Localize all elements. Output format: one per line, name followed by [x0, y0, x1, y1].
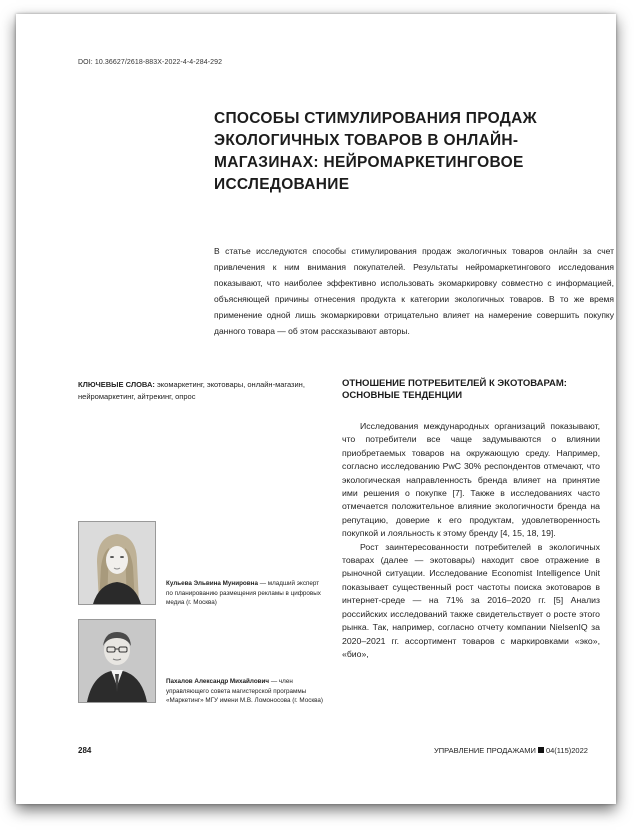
square-icon [538, 747, 544, 753]
page-number: 284 [78, 746, 92, 755]
author-info-pakhalov [166, 677, 326, 706]
body-text [342, 420, 600, 661]
keywords-label: КЛЮЧЕВЫЕ СЛОВА: [78, 380, 155, 389]
journal-footer [434, 746, 588, 755]
keywords [78, 379, 328, 402]
journal-page [16, 14, 616, 804]
journal-issue: 04(115)2022 [545, 746, 588, 755]
section-title: ОТНОШЕНИЕ ПОТРЕБИТЕЛЕЙ К ЭКОТОВАРАМ: ОСНОВНЫЕ ТЕНДЕНЦИИ [342, 378, 567, 401]
journal-name: УПРАВЛЕНИЕ ПРОДАЖАМИ [434, 746, 536, 755]
author-photo-kulieva [78, 521, 156, 605]
portrait-man-image [79, 620, 155, 702]
author-description: — младший эксперт по планированию размещения рекламы в цифровых медиа (г. Москва) [166, 580, 321, 607]
author-name: Пахалов Александр Михайлович [166, 678, 270, 685]
keywords-text: экомаркетинг, экотовары, онлайн-магазин, нейромаркетинг, айтрекинг, опрос [78, 380, 305, 401]
portrait-woman-image [79, 522, 155, 604]
author-photo-pakhalov [78, 619, 156, 703]
paragraph: Исследования международных организаций показывают, что потребители все чаще задумываются о влиянии приобретаемых товаров на окружающую среду. Например, согласно исследованию PwC 30% респондентов отмечают, что экологическая направленность бренда влияет на принятие ими решения о покупке [7]. Также в исследованиях часто отмечается положительное влияние экологичности бренда на репутацию, доверие к его продуктам, удовлетворенность покупкой и лояльность к этому бренду [4, 15, 18, 19]. [342, 421, 600, 539]
author-description: — член управляющего совета магистерской программы «Маркетинг» МГУ имени М.В. Ломоносова (г. Москва) [166, 678, 323, 705]
author-info-kulieva [166, 579, 326, 608]
doi-text: DOI: 10.36627/2618-883X-2022-4-4-284-292 [78, 59, 223, 66]
abstract: В статье исследуются способы стимулирования продаж экологичных товаров онлайн за счет привлечения к ним внимания покупателей. Результаты нейромаркетингового исследования показывают, что наиболее эффективно использовать экомаркировку совместно с информацией, объясняющей причины отнесения продукта к категории экологичных товаров. В то же время применение одной лишь экомаркировки отрицательно влияет на намерение совершить покупку данного товара — об этом рассказывают авторы. [214, 246, 614, 337]
author-name: Кульева Эльвина Мунировна [166, 580, 258, 587]
paragraph: Рост заинтересованности потребителей в экологичных товарах (далее — экотовары) находит свое отражение в рыночной ситуации. Исследование Economist Intelligence Unit показывает существенный рост частоты поиска экотоваров в интернет-среде — на 71% за 2016–2020 гг. [5] Анализ российских исследований также свидетельствует о росте этого рынка. Так, например, согласно отчету компании NielsenIQ за 2020–2021 гг. ассортимент товаров с маркировками «эко», «био», [342, 541, 600, 659]
article-title: СПОСОБЫ СТИМУЛИРОВАНИЯ ПРОДАЖ ЭКОЛОГИЧНЫХ ТОВАРОВ В ОНЛАЙН-МАГАЗИНАХ: НЕЙРОМАРКЕТИНГОВОЕ ИССЛЕДОВАНИЕ [214, 110, 537, 193]
